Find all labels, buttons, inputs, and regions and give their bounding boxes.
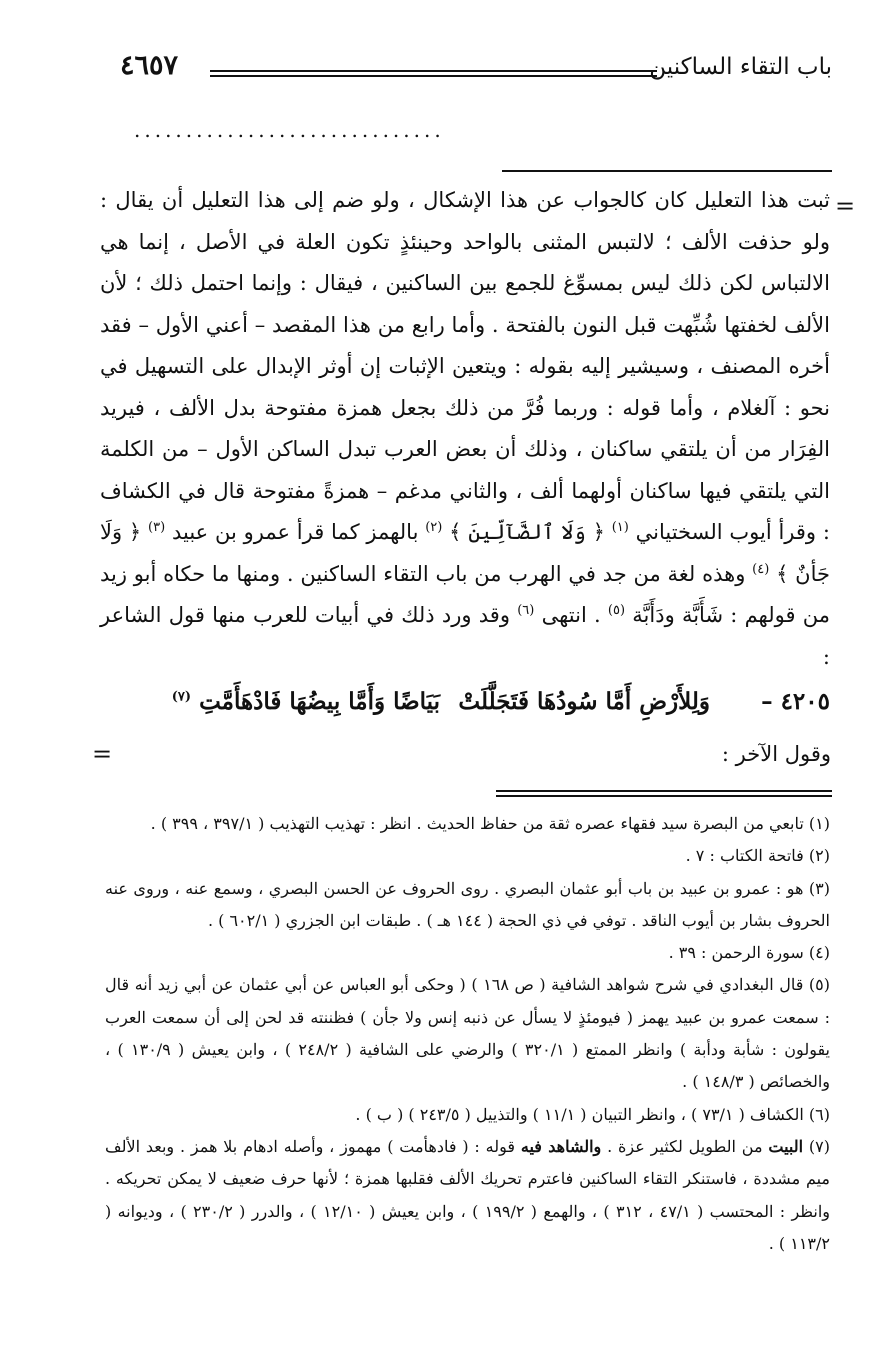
footnote-6: (٦) الكشاف ( ٧٣/١ ) ، وانظر التبيان ( ١١/١ ) والتذييل ( ٢٤٣/٥ ) ( ب ) .	[355, 1104, 830, 1124]
verse-hemistich-second	[172, 688, 440, 715]
footnote-5: (٥) قال البغدادي في شرح شواهد الشافية ( ص ١٦٨ ) ( وحكى أبو العباس عن أبي عثمان عن أبي زيد أنه قال : سمعت عمرو بن عبيد يهمز ( فيومئذٍ لا يسأل عن ذنبه إنس ولا جأن ) فظننته قد لحن إلى أن سمعت العرب يقولون : شأبة ودأبة ) وانظر الممتع ( ٣٢٠/١ ) والرضي على الشافية ( ٢٤٨/٢ ) ، وابن يعيش ( ١٣٠/٩ ) ، والخصائص ( ١٤٨/٣ ) .	[105, 975, 831, 1092]
footnote-7-text-rest: قوله : ( فادهأمت ) مهموز ، وأصله ادهام بلا همز . وبعد الألف ميم مشددة ، فاستنكر التقاء الساكنين فاعترم تحريك الألف فقلبها همزة ؛ لأنها حرف ضعيف لا يمكن تحريكه . وانظر : المحتسب ( ٤٧/١ ، ٣١٢ ) ، والهمع ( ١٩٩/٢ ) ، وابن يعيش ( ١٢/١٠ ) ، والدرر ( ٢٣٠/٢ ) ، وديوانه ( ١١٣/٢ ) .	[105, 1136, 831, 1253]
page-number: ٤٦٥٧	[120, 50, 179, 81]
verse-hemistich-first: وَلِلأَرْضِ أَمَّا سُودُهَا فَتَجَلَّلَتْ	[458, 688, 710, 715]
running-header	[120, 50, 832, 92]
footnote-7-number: (٧)	[808, 1136, 831, 1156]
poetry-verse	[100, 688, 830, 728]
footnote-ref: (٦)	[517, 603, 535, 618]
main-text-part: بالهمز كما قرأ عمرو بن عبيد	[171, 520, 419, 544]
footnote-ref: (٣)	[148, 520, 166, 535]
main-text	[100, 180, 830, 678]
footnote-4: (٤) سورة الرحمن : ٣٩ .	[668, 943, 830, 963]
main-text-part: ثبت هذا التعليل كان كالجواب عن هذا الإشكال ، ولو ضم إلى هذا التعليل أن يقال : ولو حذفت الألف ؛ لالتبس المثنى بالواحد وحينئذٍ تكون العلة في الأصل ، إنما هي الالتباس لكن ذلك ليس بمسوِّغ للجمع بين الساكنين ، فيقال : وإنما احتمل ذلك ؛ لأن الألف لخفتها شُبِّهت قبل النون بالفتحة . وأما رابع من هذا المقصد – أعني الأول – فقد أخره المصنف ، وسيشير إليه بقوله : ويتعين الإثبات إن أوثر الإبدال على التسهيل في نحو : آلغلام ، وأما قوله : وربما فُرَّ من ذلك بجعل همزة مفتوحة بدل الألف ، فيريد الفِرَار من أن يلتقي ساكنان ، وذلك أن بعض العرب تبدل الساكن الأول – من الكلمة التي يلتقي فيها ساكنان أولهما ألف ، والثاني مدغم – همزةً مفتوحة قال في الكشاف : وقرأ أيوب السختياني	[100, 188, 830, 544]
footnote-ref: (٥)	[607, 603, 626, 618]
footnote-separator	[496, 790, 832, 797]
footnote-3: (٣) هو : عمرو بن عبيد بن باب أبو عثمان البصري . روى الحروف عن الحسن البصري ، وسمع عنه ، وروى عنه الحروف بشار بن أيوب الناقد . توفي في ذي الحجة ( ١٤٤ هـ ) . طبقات ابن الجزري ( ٦٠٢/١ ) .	[105, 878, 831, 930]
main-paragraph	[100, 180, 830, 678]
header-double-rule	[210, 70, 657, 77]
quran-quote: ﴿ وَلَا جَأنٌ ﴾	[100, 520, 830, 586]
footnote-7-bold-evidence: والشاهد فيه	[520, 1136, 602, 1156]
verse-hemistich-second-text: بَيَاضًا وَأَمَّا بِيضُهَا فَادْهَأَمَّتِ	[199, 688, 440, 715]
quran-quote: ﴿ وَلَا ٱلضَّآلِّينَ ﴾	[449, 520, 605, 544]
footnote-7-text: من الطويل لكثير عزة .	[607, 1136, 763, 1156]
footnote-7-bold-verse: البيت	[768, 1136, 804, 1156]
footnotes	[105, 808, 830, 1260]
footnote-ref: (٤)	[752, 561, 770, 577]
continuation-mark: =	[835, 192, 856, 220]
footnote-1: (١) تابعي من البصرة سيد فقهاء عصره ثقة من حفاظ الحديث . انظر : تهذيب التهذيب ( ٣٩٧/١ ، ٣٩٩ ) .	[150, 814, 830, 833]
footnote-ref: (٧)	[171, 689, 192, 705]
omission-dots: ..............................	[134, 118, 445, 142]
footnote-ref: (٢)	[425, 520, 443, 535]
footnote-7	[105, 1131, 830, 1260]
footnote-ref: (١)	[611, 520, 629, 535]
continuation-end-mark: =	[92, 740, 113, 768]
next-quote-intro: وقول الآخر :	[721, 742, 831, 766]
top-divider	[502, 170, 832, 172]
main-text-part: وهذه لغة من جد في الهرب من باب التقاء الساكنين . ومنها ما حكاه أبو زيد من قولهم : شَأَبَّة ودَأَبَّة	[100, 561, 830, 627]
main-text-part: وقد ورد ذلك في أبيات للعرب منها قول الشاعر :	[100, 603, 830, 669]
main-text-part: . انتهى	[541, 603, 601, 627]
footnote-2: (٢) فاتحة الكتاب : ٧ .	[685, 846, 830, 866]
chapter-title: باب التقاء الساكنين	[649, 54, 832, 80]
verse-number: ٤٢٠٥ –	[761, 688, 830, 715]
